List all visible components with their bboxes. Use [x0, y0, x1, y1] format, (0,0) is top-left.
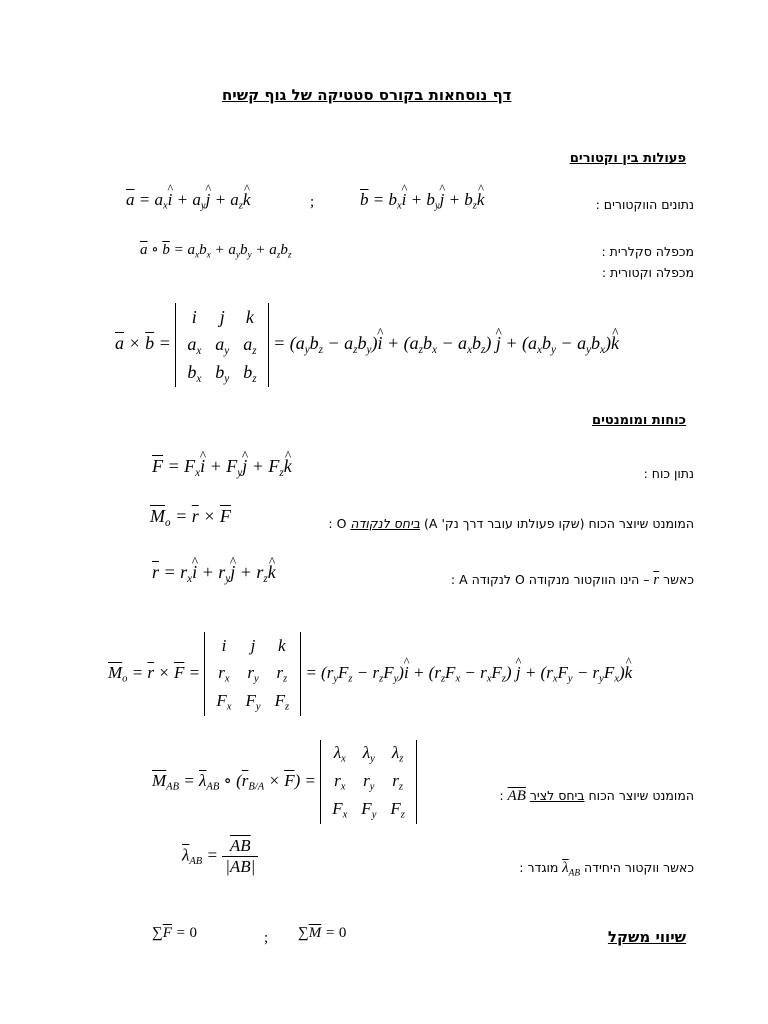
moment-point-formula: $\overline{M}_o = \overline{r} \times \overline{F}$ [150, 506, 231, 529]
section-heading-equilibrium: שיווי משקל [607, 928, 686, 946]
sum-moments-formula: $\sum\overline{M} = 0$ [298, 925, 347, 941]
moment-matrix: i j k $r_x$ $r_y$ $r_z$ $F_x$ $F_y$ $F_z$ [204, 632, 301, 716]
unit-vector-formula: $\overline{\lambda}_{AB}$ = $\frac{\overline{AB}}{|AB|}$ [182, 836, 258, 877]
moment-determinant-formula: $\overline{M}_o = \overline{r} \times \overline{F}$ = i j k $r_x$ $r_y$ $r_z$ $F_x$ $F_y$ $F_z$ = ($r_yF_z$ − $r_zF_y)\^{}$ $i + (r_zF_x - r_xF_z)$ ^ $j + (r_xF_y$ − $r_yF_x)\^{}$ k [108, 632, 632, 716]
unit-vector-label: כאשר ווקטור היחידה $\overline{\lambda}_{AB}$ מוגדר : [519, 860, 694, 879]
given-vectors-label: נתונים הווקטורים : [595, 197, 694, 212]
vector-a-formula: $\overline{a}$ = $a_x\^{}$ $i + a_y\^{}$ $j + a_z\^{}$ k [126, 190, 250, 212]
separator: ; [310, 194, 315, 210]
cross-product-label: מכפלה וקטורית : [601, 265, 694, 280]
position-vector-label: כאשר $\overline{r}$ – הינו הווקטור מנקודה O לנקודה A : [450, 572, 694, 588]
cross-product-formula: $\overline{a} \times \overline{b}$ = i j k $a_x$ $a_y$ $a_z$ $b_x$ $b_y$ $b_z$ = ($a_yb_z$ − $a_zb_y)\^{}$ $i + (a_zb_x - a_xb_z)$ ^ $j + (a_xb_y$ − $a_yb_x)\^{}$ k [115, 303, 619, 387]
dot-product-formula: $\overline{a}$ ∘ $\overline{b} = a_xb_x + a_yb_y + a_zb_z$ [140, 242, 292, 261]
dot-product-label: מכפלה סקלרית : [601, 244, 694, 259]
moment-point-label: המומנט שיוצר הכוח (שקו פעולתו עובר דרך נק' A) ביחס לנקודה O : [328, 516, 694, 531]
vector-b-formula: $\overline{b}$ = $b_x\^{}$ $i + b_y\^{}$ $j + b_z\^{}$ k [360, 190, 484, 212]
force-formula: $\overline{F}$ = $F_x\^{}$ $i + F_y\^{}$ $j + F_z\^{}$ k [152, 456, 292, 479]
unit-vector-fraction: $\frac{\overline{AB}}{|AB|}$ [222, 836, 258, 877]
page-title: דף נוסחאות בקורס סטטיקה של גוף קשיח [222, 86, 512, 104]
section-heading-forces: כוחות ומומנטים [592, 413, 686, 428]
cross-product-matrix: i j k $a_x$ $a_y$ $a_z$ $b_x$ $b_y$ $b_z$ [175, 303, 268, 387]
moment-axis-label: המומנט שיוצר הכוח ביחס לציר $\overline{AB}$ : [499, 788, 694, 804]
moment-axis-matrix: $\lambda_x$ $\lambda_y$ $\lambda_z$ $r_x$ $r_y$ $r_z$ $F_x$ $F_y$ $F_z$ [320, 740, 417, 824]
position-vector-formula: $\overline{r}$ = $r_x\^{}$ $i + r_y\^{}$ $j + r_z\^{}$ k [152, 562, 276, 585]
given-force-label: נתון כוח : [643, 466, 694, 481]
sum-forces-formula: $\sum\overline{F} = 0$ [152, 925, 197, 941]
section-heading-vectors: פעולות בין וקטורים [569, 151, 686, 166]
equilibrium-separator: ; [264, 930, 269, 946]
moment-axis-formula: $\overline{M}_{AB} = \overline{\lambda}_{AB}$ ∘ $(\overline{r}_{B/A} \times \overline{F})$ = $\lambda_x$ $\lambda_y$ $\lambda_z$ $r_x$ $r_y$ $r_z$ $F_x$ $F_y$ $F_z$ [152, 740, 417, 824]
